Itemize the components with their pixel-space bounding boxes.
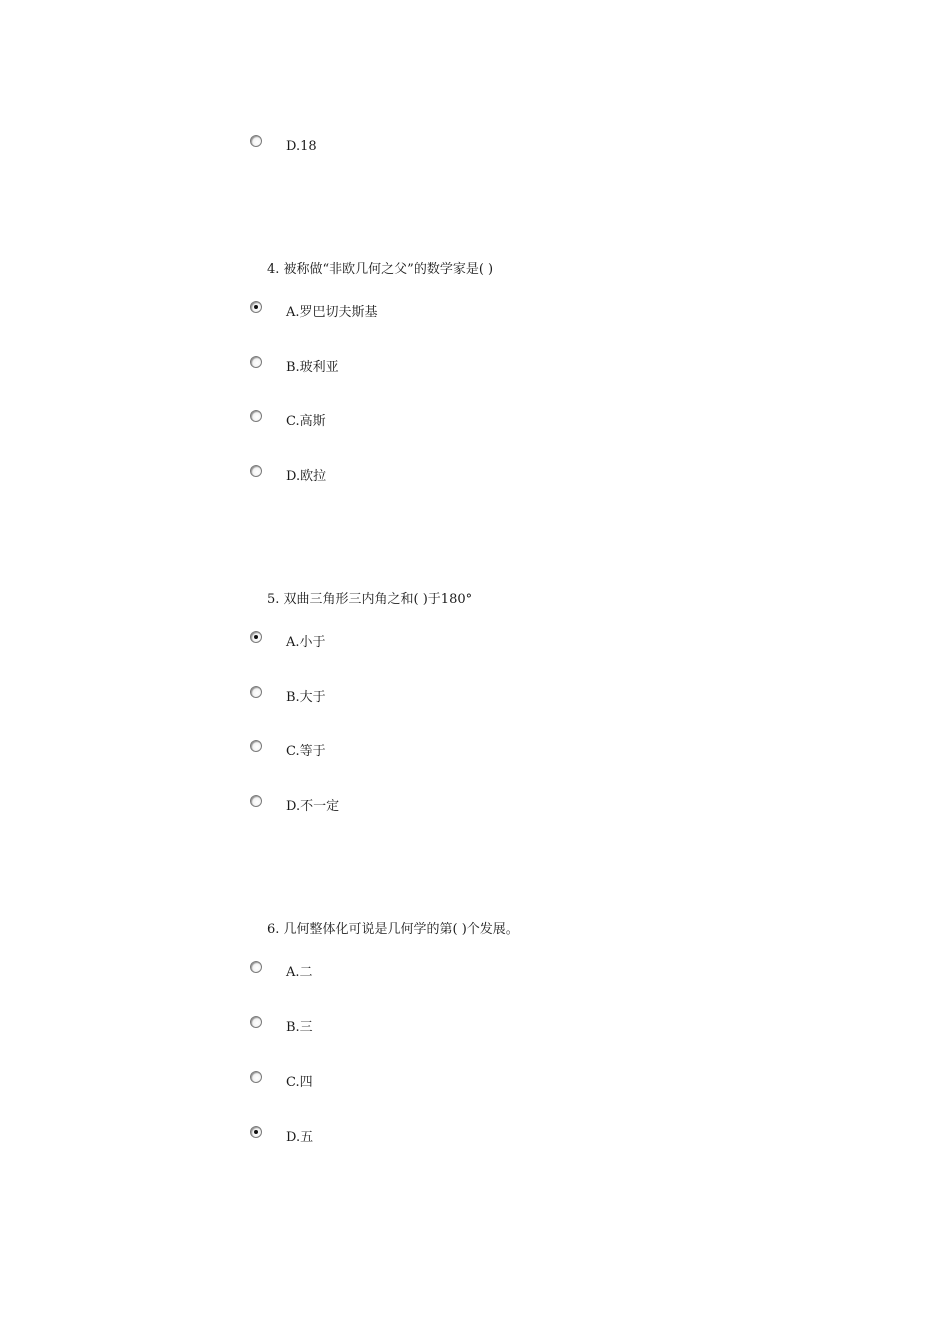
q4-option-c[interactable] (250, 410, 550, 430)
q5-option-c-label: C.等于 (286, 744, 326, 759)
q5-option-c-radio[interactable] (250, 740, 262, 752)
q6-option-c[interactable] (250, 1071, 550, 1091)
q4-option-a-radio[interactable] (250, 301, 262, 313)
q6-option-c-radio[interactable] (250, 1071, 262, 1083)
q6-option-c-label: C.四 (286, 1075, 313, 1090)
q5-option-d-label: D.不一定 (286, 799, 340, 814)
q4-option-b-label: B.玻利亚 (286, 360, 339, 375)
q4-option-c-radio[interactable] (250, 410, 262, 422)
q5-option-a-label: A.小于 (286, 635, 326, 650)
q6-option-b-label: B.三 (286, 1020, 313, 1035)
q4-option-a-label: A.罗巴切夫斯基 (286, 305, 378, 320)
q5-option-c[interactable] (250, 740, 550, 760)
q4-option-d-label: D.欧拉 (286, 469, 327, 484)
q3-option-d-radio[interactable] (250, 135, 262, 147)
q6-option-b[interactable] (250, 1016, 550, 1036)
q5-option-d-radio[interactable] (250, 795, 262, 807)
q5-option-b-radio[interactable] (250, 686, 262, 698)
q6-option-d[interactable] (250, 1126, 550, 1146)
q6-option-a[interactable] (250, 961, 550, 981)
q5-question-text: 5. 双曲三角形三内角之和( )于180° (267, 592, 473, 607)
q4-option-d[interactable] (250, 465, 550, 485)
q3-option-d[interactable] (250, 135, 550, 155)
q4-option-a[interactable] (250, 301, 550, 321)
q6-option-b-radio[interactable] (250, 1016, 262, 1028)
q6-option-a-label: A.二 (286, 965, 313, 980)
q6-option-d-label: D.五 (286, 1130, 314, 1145)
q4-option-d-radio[interactable] (250, 465, 262, 477)
q4-question-text: 4. 被称做“非欧几何之父”的数学家是( ) (267, 262, 494, 277)
q5-option-a[interactable] (250, 631, 550, 651)
q5-option-a-radio[interactable] (250, 631, 262, 643)
q5-option-d[interactable] (250, 795, 550, 815)
q4-option-c-label: C.高斯 (286, 414, 326, 429)
q4-option-b[interactable] (250, 356, 550, 376)
q5-option-b-label: B.大于 (286, 690, 326, 705)
q3-option-d-label: D.18 (286, 139, 317, 154)
q4-option-b-radio[interactable] (250, 356, 262, 368)
q6-option-d-radio[interactable] (250, 1126, 262, 1138)
q6-option-a-radio[interactable] (250, 961, 262, 973)
q5-option-b[interactable] (250, 686, 550, 706)
q6-question-text: 6. 几何整体化可说是几何学的第( )个发展。 (267, 922, 519, 937)
